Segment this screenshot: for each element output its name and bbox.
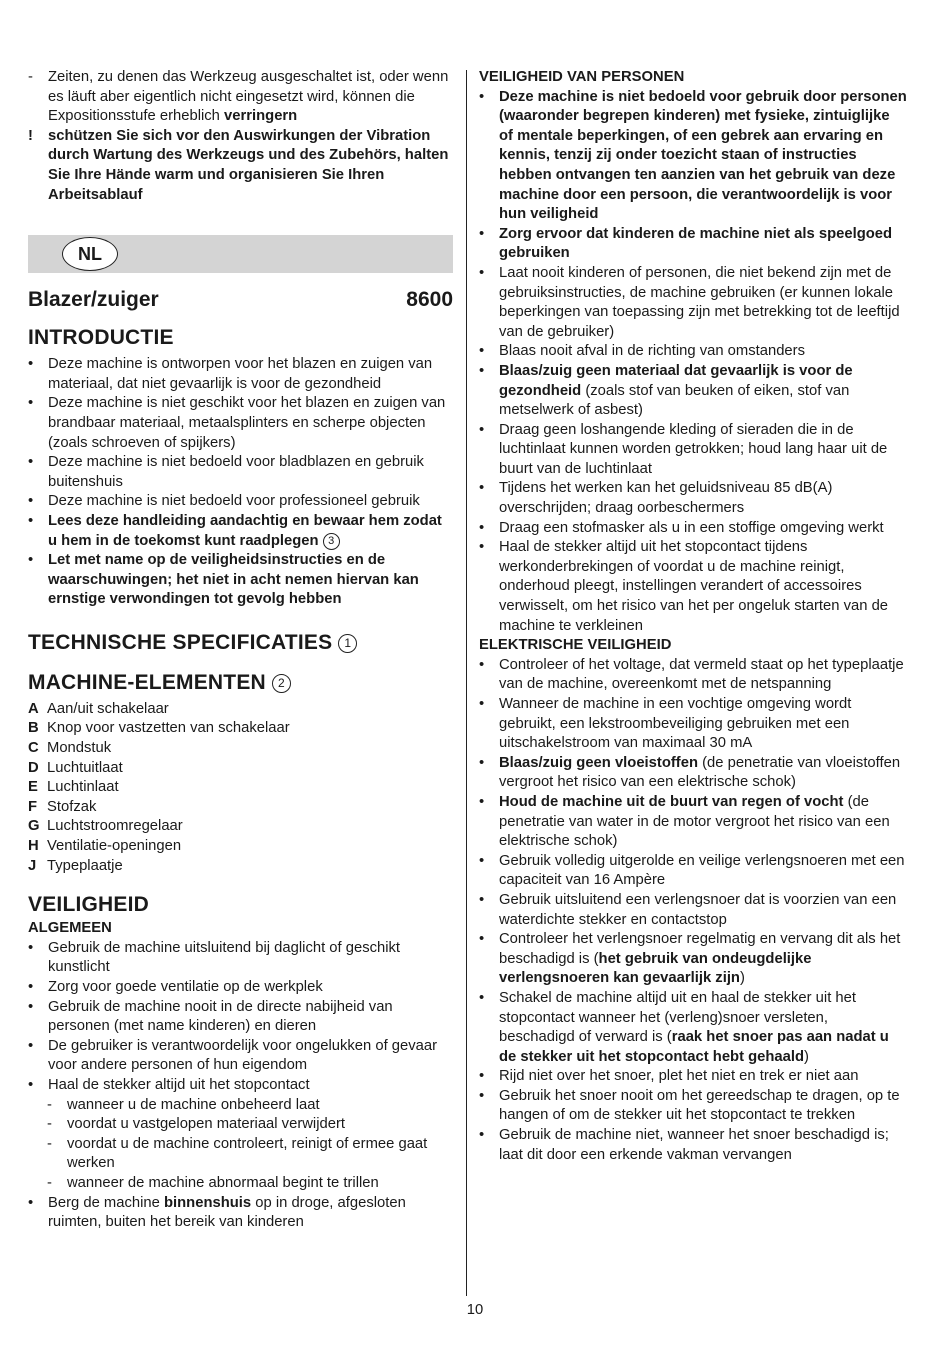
list-marker: ! [28,127,33,144]
bullet-icon: • [28,939,34,956]
machine-element-item [28,798,453,818]
text-run: Zorg ervoor dat kinderen de machine niet als speelgoed gebruiken [499,225,893,262]
machine-element-item [28,857,453,877]
machine-element-key: J [28,857,37,874]
list-item [479,695,907,754]
text-run: Controleer of het voltage, dat vermeld staat op het typeplaatje van de machine, overeenkomt met de netspanning [499,656,904,693]
personen-list [479,88,907,637]
list-item-text [499,1068,858,1084]
bullet-icon: • [479,343,485,360]
language-bar [28,235,453,273]
dash-icon: - [47,1096,52,1113]
bullet-icon: • [28,395,34,412]
text-run: wanneer u de machine onbeheerd laat [67,1096,320,1113]
bullet-icon: • [479,362,485,379]
machine-element-item [28,739,453,759]
text-run: schützen Sie sich vor den Auswirkungen der Vibration durch Wartung des Werkzeugs und des Zubehörs, halten Sie Ihre Hände warm und organisieren Sie Ihren Arbeitsablauf [48,127,449,203]
list-item [28,998,453,1037]
machine-element-key: F [28,798,38,815]
machine-element-key: C [28,740,39,757]
column-divider [466,70,467,1296]
list-item-text [499,892,896,928]
machine-element-label: Luchtinlaat [47,779,119,796]
personen-subheading: VEILIGHEID VAN PERSONEN [479,69,685,85]
list-item [28,355,453,394]
text-run: Draag geen loshangende kleding of sieraden die in de luchtinlaat kunnen worden getrokken; houd lang haar uit de buurt van de luchtinlaat [499,421,888,477]
list-item-text [48,552,419,607]
list-item-text [499,520,884,536]
bullet-icon: • [28,1037,34,1054]
machine-element-key: B [28,720,39,737]
machine-element-item [28,778,453,798]
list-item [479,342,907,362]
text-run: Gebruik de machine nooit in de directe nabijheid van personen (met name kinderen) en dieren [48,998,393,1035]
text-run: Tijdens het werken kan het geluidsniveau 85 dB(A) overschrijden; draag oorbeschermers [499,480,833,517]
bullet-icon: • [479,754,485,771]
product-number: 8600 [406,288,453,312]
text-run: voordat u vastgelopen materiaal verwijdert [67,1116,345,1133]
list-item-text [499,265,900,340]
list-item [28,492,453,512]
right-column [479,68,907,1165]
technische-heading-text: TECHNISCHE SPECIFICATIES [28,630,333,654]
list-item-text [499,539,888,633]
figure-ref-icon: 1 [338,634,357,653]
bullet-icon: • [479,793,485,810]
dash-icon: - [47,1135,52,1152]
list-item [479,989,907,1067]
machine-element-label: Stofzak [47,798,97,815]
list-item [28,127,453,205]
list-item-text [48,69,448,124]
list-item-text [67,1097,320,1113]
list-item [479,225,907,264]
text-run: Deze machine is ontworpen voor het blazen en zuigen van materiaal, dat niet gevaarlijk is voor de gezondheid [48,356,433,392]
bullet-icon: • [479,421,485,438]
text-run: Let met name op de veiligheidsinstructies en de waarschuwingen; het niet in acht nemen hiervan kan ernstige verwondingen tot gevolg hebben [48,552,419,608]
list-item-text [499,657,904,693]
list-item [28,1135,453,1174]
list-item [28,978,453,998]
text-run: Houd de machine uit de buurt van regen of vocht [499,793,844,810]
text-run: Deze machine is niet bedoeld voor gebruik door personen (waaronder begrepen kinderen) met fysieke, zintuiglijke of mentale beperkingen, of een gebrek aan ervaring en kennis, tenzij zij onder toezicht staan of instructies hebben ontvangen ten aanzien van het gebruik van deze machine door een persoon, die verantwoordelijk is voor hun veiligheid [499,88,907,223]
list-item [28,1096,453,1116]
text-run: Deze machine is niet geschikt voor het blazen en zuigen van brandbaar materiaal, metaalsplinters en scherpe objecten (zoals schroeven of spijkers) [48,395,446,451]
list-item-text [499,990,889,1065]
bullet-icon: • [479,519,485,536]
text-run: Rijd niet over het snoer, plet het niet en trek er niet aan [499,1068,859,1085]
text-run: Blaas nooit afval in de richting van omstanders [499,343,805,360]
list-item [28,68,453,127]
bullet-icon: • [28,979,34,995]
list-item [28,939,453,978]
list-item [28,394,453,453]
text-run: Schakel de machine altijd uit en haal de stekker uit het stopcontact wanneer het (verleng)snoer versleten, beschadigd of verward is ( [499,989,856,1046]
list-item-text [48,493,420,509]
list-item-text [499,853,905,889]
elektrische-list [479,656,907,1165]
figure-ref-icon: 3 [323,533,340,550]
figure-ref-icon: 2 [272,674,291,693]
algemeen-list [28,939,453,1233]
text-run: Gebruik uitsluitend een verlengsnoer dat is voorzien van een waterdichte stekker en contactstop [499,891,897,928]
list-item [479,362,907,421]
bullet-icon: • [28,493,34,510]
list-item [28,1037,453,1076]
vibration-notes [28,68,453,205]
list-item-text [48,1077,310,1093]
machine-element-label: Typeplaatje [47,857,123,874]
list-item-text [48,979,323,995]
machine-element-label: Aan/uit schakelaar [47,700,169,717]
list-item-text [67,1116,345,1132]
text-run: Berg de machine [48,1194,164,1211]
list-item-text [499,89,907,223]
machine-elementen-list [28,700,453,876]
text-run: Haal de stekker altijd uit het stopcontact tijdens werkonderbrekingen of voordat u de machine reinigt, onderhoud pleegt, instellingen verandert of accessoires verwisselt, om het risico van het per ongeluk starten van de machine te verkleinen [499,539,889,634]
text-run: (zoals stof van beuken of eiken, stof van metselwerk of asbest) [499,382,850,419]
veiligheid-heading: VEILIGHEID [28,893,150,917]
machine-element-label: Luchtuitlaat [47,759,123,776]
bullet-icon: • [28,1076,34,1093]
list-item [479,930,907,989]
bullet-icon: • [28,552,34,569]
list-item [28,1194,453,1233]
list-item-text [48,128,448,203]
list-item-text [499,363,853,418]
bullet-icon: • [28,356,34,373]
bullet-icon: • [28,998,34,1015]
left-column [28,68,453,1233]
text-run: op in droge, afgesloten ruimten, buiten het bereik van kinderen [48,1194,406,1231]
list-item [479,793,907,852]
list-item [479,852,907,891]
list-item [28,512,453,551]
list-item-text [499,343,805,359]
technische-heading [28,630,453,656]
list-item-text [48,454,424,490]
machine-element-item [28,837,453,857]
introductie-list [28,355,453,610]
bullet-icon: • [479,1127,485,1144]
list-item [479,891,907,930]
text-run: verringern [224,108,298,125]
product-line [28,287,453,313]
bullet-icon: • [479,656,485,673]
machine-element-item [28,759,453,779]
text-run: Laat nooit kinderen of personen, die niet bekend zijn met de gebruiksinstructies, de machine gebruiken (er kunnen lokale beperkingen van toepassing zijn met betrekking tot de leeftijd van de gebruiker) [499,264,900,340]
algemeen-subheading: ALGEMEEN [28,920,112,937]
bullet-icon: • [479,480,485,497]
machine-element-key: A [28,700,39,717]
text-run: Deze machine is niet bedoeld voor professioneel gebruik [48,493,420,510]
text-run: Deze machine is niet bedoeld voor bladblazen en gebruik buitenshuis [48,454,424,490]
product-name: Blazer/zuiger [28,288,159,312]
list-item-text [48,513,442,549]
list-item [479,1126,907,1165]
page-number: 10 [466,1302,484,1318]
list-item-text [48,356,432,392]
list-item [28,1174,453,1194]
list-item [479,88,907,225]
text-run: voordat u de machine controleert, reinigt of ermee gaat werken [67,1135,428,1172]
list-item-text [499,1088,900,1124]
bullet-icon: • [479,852,485,869]
text-run: (de penetratie van vloeistoffen vergroot het risico van een elektrische schok) [499,754,901,791]
text-run: het gebruik van ondeugdelijke verlengsnoeren kan gevaarlijk zijn [499,950,812,987]
machine-element-label: Ventilatie-openingen [47,838,182,855]
text-run: Lees deze handleiding aandachtig en bewaar hem zodat u hem in de toekomst kunt raadplegen [48,512,442,549]
list-item [479,421,907,480]
list-item [479,754,907,793]
list-item [479,656,907,695]
list-item [479,479,907,518]
bullet-icon: • [28,1194,34,1211]
language-badge: NL [62,237,118,271]
list-item [28,1115,453,1135]
text-run: binnenshuis [163,1194,252,1211]
dash-icon: - [47,1174,52,1191]
bullet-icon: • [28,512,34,529]
list-item [28,551,453,610]
bullet-icon: • [479,931,485,948]
list-item-text [499,696,851,751]
machine-elementen-heading-text: MACHINE-ELEMENTEN [28,670,266,694]
list-item [28,1076,453,1096]
text-run: Gebruik het snoer nooit om het gereedschap te dragen, op te hangen of om de stekker uit het stopcontact te trekken [499,1087,900,1124]
list-item-text [67,1136,427,1172]
bullet-icon: • [479,696,485,712]
list-marker: - [28,69,33,85]
machine-element-key: E [28,779,38,796]
list-item-text [499,755,900,791]
machine-element-item [28,700,453,720]
text-run: (de penetratie van water in de motor vergroot het risico van een elektrische schok) [499,793,890,850]
text-run: Gebruik volledig uitgerolde en veilige verlengsnoeren met een capaciteit van 16 Ampère [499,852,905,889]
list-item-text [48,1038,437,1074]
list-item-text [499,480,832,516]
list-item [479,519,907,539]
text-run: Wanneer de machine in een vochtige omgeving wordt gebruikt, een lekstroombeveiliging gebruiken met een uitschakelstroom van maximaal 30 mA [499,696,852,752]
machine-element-item [28,719,453,739]
text-run: Blaas/zuig geen materiaal dat gevaarlijk is voor de gezondheid [499,362,853,399]
list-item-text [48,1195,406,1231]
list-item [28,453,453,492]
text-run: Haal de stekker altijd uit het stopcontact [48,1076,310,1093]
bullet-icon: • [479,88,485,105]
list-item-text [499,422,887,477]
bullet-icon: • [479,891,485,908]
text-run: Zorg voor goede ventilatie op de werkplek [48,979,323,995]
machine-element-key: H [28,838,39,855]
text-run: Draag een stofmasker als u in een stoffige omgeving werkt [499,519,884,536]
list-item-text [48,940,400,976]
text-run: wanneer de machine abnormaal begint te trillen [67,1174,379,1191]
bullet-icon: • [479,1087,485,1104]
text-run: Controleer het verlengsnoer regelmatig en vervang dit als het beschadigd is ( [499,931,901,967]
text-run: raak het snoer pas aan nadat u de stekker uit het stopcontact hebt gehaald [499,1029,889,1065]
machine-element-label: Luchtstroomregelaar [47,818,183,835]
machine-elementen-heading [28,670,453,696]
bullet-icon: • [479,1068,485,1085]
bullet-icon: • [479,539,485,556]
list-item-text [48,395,445,450]
bullet-icon: • [479,989,485,1006]
list-item [479,538,907,636]
text-run: ) [804,1048,809,1065]
bullet-icon: • [479,225,485,242]
introductie-heading: INTRODUCTIE [28,326,174,350]
dash-icon: - [47,1116,52,1133]
list-item [479,1067,907,1087]
bullet-icon: • [28,454,34,471]
text-run: Zeiten, zu denen das Werkzeug ausgeschaltet ist, oder wenn es läuft aber eigentlich nicht eingesetzt wird, können die Expositionsstufe erheblich [48,69,449,125]
text-run: Blaas/zuig geen vloeistoffen [499,754,698,771]
text-run: ) [739,970,745,987]
list-item [479,264,907,342]
list-item [479,1087,907,1126]
machine-element-label: Knop voor vastzetten van schakelaar [47,720,290,737]
text-run: De gebruiker is verantwoordelijk voor ongelukken of gevaar voor andere personen of hun eigendom [48,1037,438,1074]
list-item-text [67,1175,379,1191]
text-run: Gebruik de machine niet, wanneer het snoer beschadigd is; laat dit door een erkende vakman vervangen [499,1127,889,1163]
list-item-text [499,1127,889,1163]
list-item-text [499,226,892,262]
machine-element-item [28,817,453,837]
elektrische-subheading: ELEKTRISCHE VEILIGHEID [479,637,672,654]
bullet-icon: • [479,264,485,281]
machine-element-label: Mondstuk [47,740,112,757]
list-item-text [499,794,890,849]
text-run: Gebruik de machine uitsluitend bij daglicht of geschikt kunstlicht [48,939,401,976]
machine-element-key: D [28,759,39,776]
list-item-text [499,931,900,986]
machine-element-key: G [28,818,40,835]
list-item-text [48,999,393,1035]
